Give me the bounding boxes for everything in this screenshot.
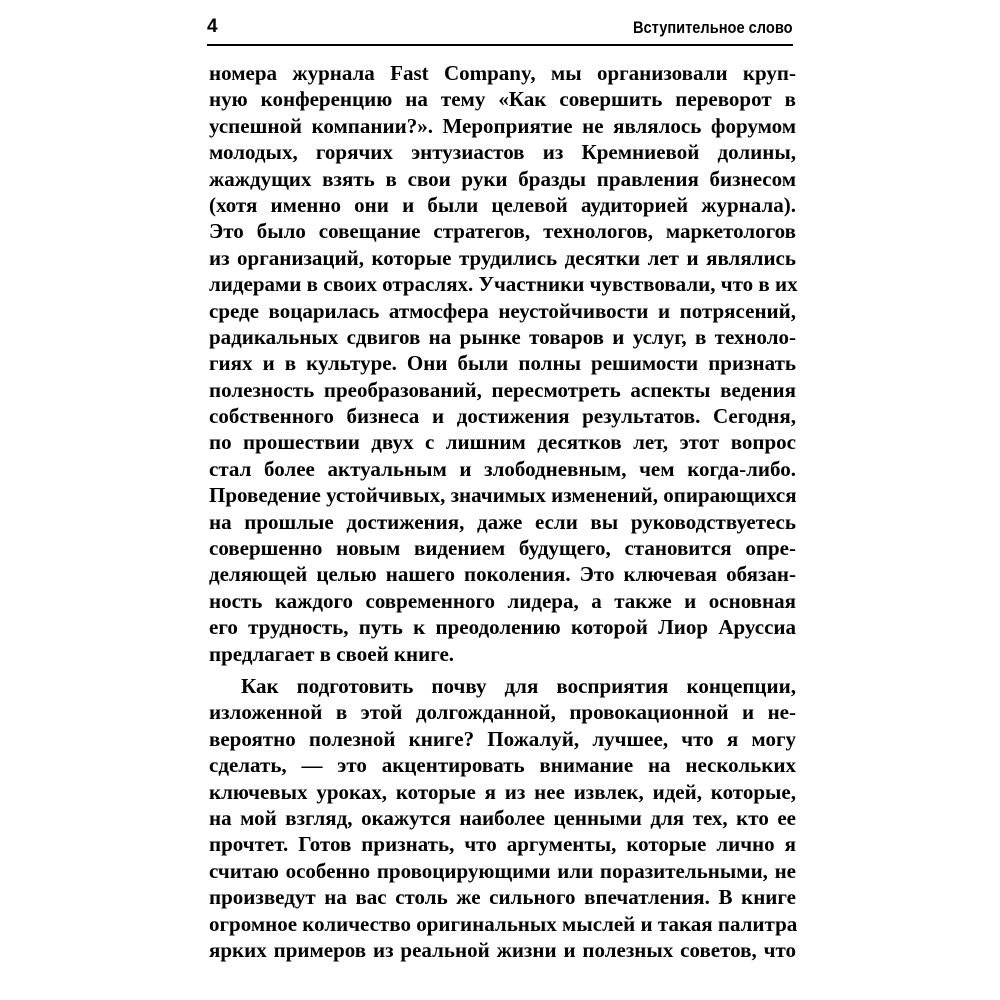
text-line: ключевых уроках, которые я из нее извлек, идей, которые,: [209, 779, 796, 804]
text-line: произведут на вас столь же сильного впечатления. В книге: [209, 885, 796, 910]
text-line: ность каждого современного лидера, а также и основная: [209, 588, 796, 613]
text-line: совершенно новым видением будущего, становится опре-: [209, 536, 796, 561]
text-line: ную конференцию на тему «Как совершить переворот в: [209, 87, 796, 112]
text-line: номера журнала Fast Company, мы организовали круп-: [209, 61, 796, 85]
running-title: Вступительное слово: [633, 18, 793, 37]
text-line: лидерами в своих отраслях. Участники чувствовали, что в их: [209, 272, 798, 297]
text-line: деляющей целью нашего поколения. Это ключевая обязан-: [209, 562, 796, 587]
text-line: Как подготовить почву для восприятия концепции,: [241, 673, 796, 698]
text-line: его трудность, путь к преодолению которой Лиор Аруссиа: [209, 615, 796, 640]
text-line: гиях и в культуре. Они были полны решимости признать: [209, 351, 796, 376]
text-line: ярких примеров из реальной жизни и полезных советов, что: [209, 937, 796, 962]
text-line: считаю особенно провоцирующими или поразительными, не: [209, 858, 796, 883]
text-line: из организаций, которые трудились десятки лет и являлись: [209, 245, 796, 270]
text-line: по прошествии двух с лишним десятков лет, этот вопрос: [209, 430, 796, 455]
text-line: изложенной в этой долгожданной, провокационной и не-: [209, 700, 796, 725]
text-line: среде воцарилась атмосфера неустойчивости и потрясений,: [209, 298, 796, 323]
text-line: молодых, горячих энтузиастов из Кремниевой долины,: [209, 140, 796, 165]
text-line: жаждущих взять в свои руки бразды правления бизнесом: [209, 166, 796, 191]
body-text: [209, 60, 796, 963]
text-line: предлагает в своей книге.: [209, 641, 455, 666]
text-line: стал более актуальным и злободневным, чем когда-либо.: [209, 456, 796, 481]
text-line: огромное количество оригинальных мыслей и такая палитра: [209, 911, 798, 936]
text-line: прочтет. Готов признать, что аргументы, которые лично я: [209, 832, 796, 857]
text-line: вероятно полезной книге? Пожалуй, лучшее, что я могу: [209, 726, 796, 751]
page-number: 4: [207, 16, 218, 37]
text-line: Это было совещание стратегов, технологов, маркетологов: [209, 219, 796, 244]
text-line: на прошлые достижения, даже если вы руководствуетесь: [209, 509, 796, 534]
text-line: Проведение устойчивых, значимых изменений, опирающихся: [209, 483, 797, 508]
text-line: сделать, — это акцентировать внимание на нескольких: [209, 753, 796, 778]
text-line: на мой взгляд, окажутся наиболее ценными для тех, кто ее: [209, 805, 796, 830]
text-line: (хотя именно они и были целевой аудиторией журнала).: [209, 192, 796, 217]
text-line: успешной компании?». Мероприятие не являлось форумом: [209, 113, 796, 138]
text-line: полезность преобразований, пересмотреть аспекты ведения: [209, 377, 796, 402]
paragraph: [209, 60, 796, 667]
text-line: собственного бизнеса и достижения результатов. Сегодня,: [209, 404, 796, 429]
text-line: радикальных сдвигов на рынке товаров и услуг, в техноло-: [209, 324, 796, 349]
paragraph: [209, 673, 796, 963]
page-header: [207, 14, 793, 46]
